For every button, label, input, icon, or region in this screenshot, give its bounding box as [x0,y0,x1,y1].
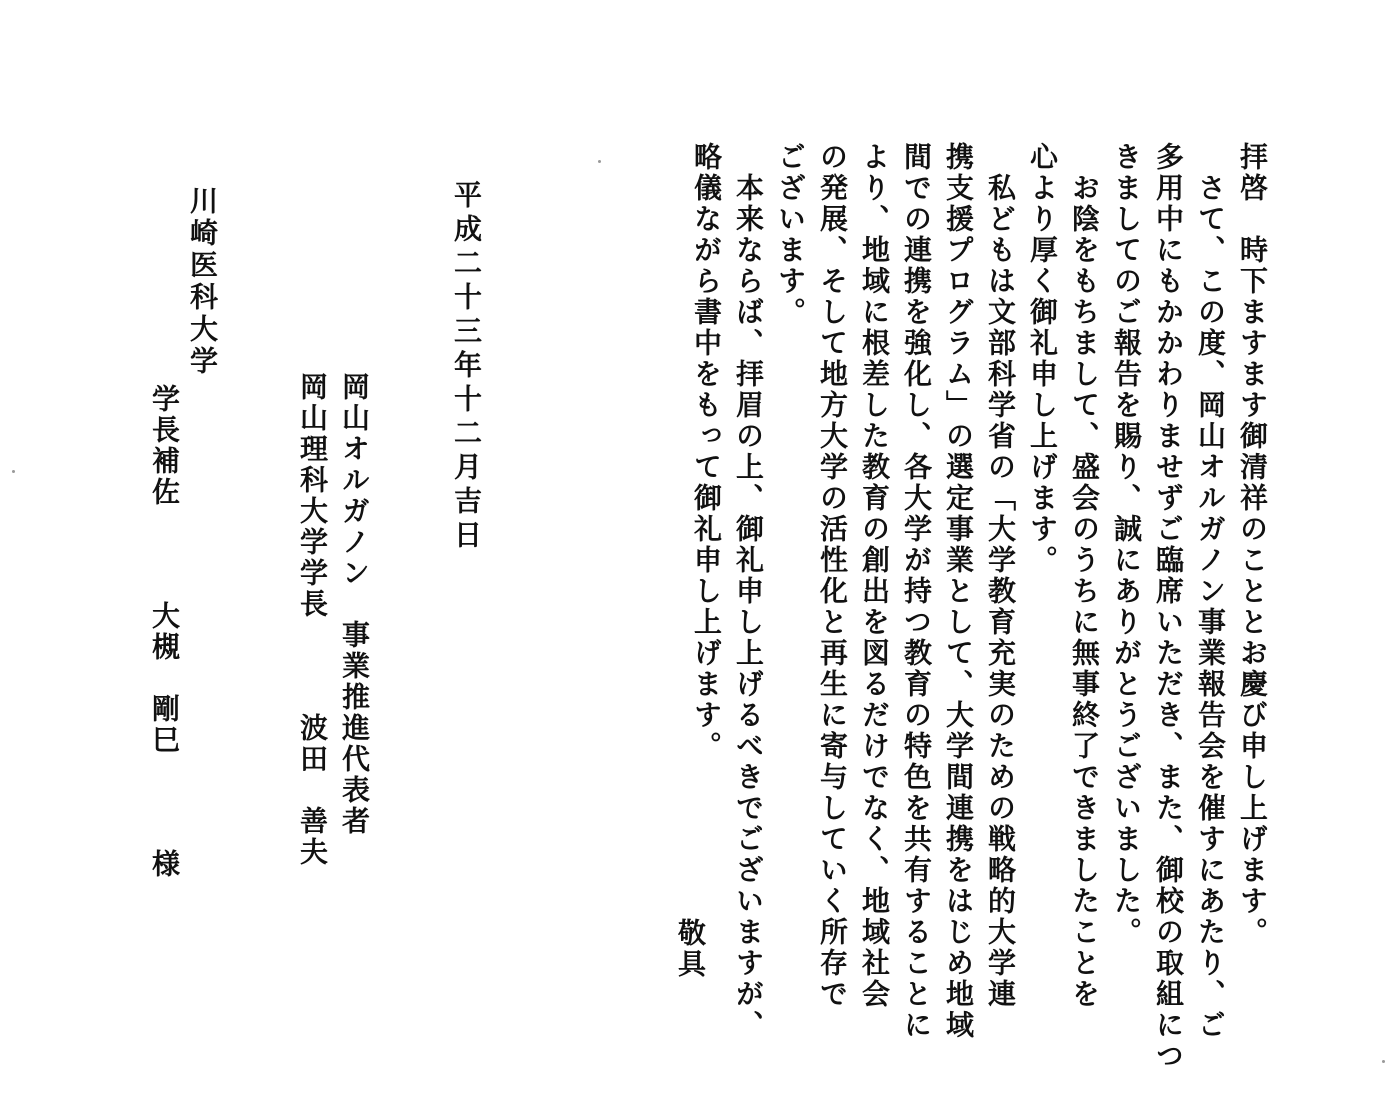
body-line-2: さて、この度、岡山オルガノン事業報告会を催すにあたり、ご [1194,142,1227,1041]
recipient-name: 学長補佐 大槻 剛巳 様 [148,384,181,880]
body-line-6: 心より厚く御礼申し上げます。 [1026,142,1059,576]
body-line-1: 拝啓 時下ますます御清祥のこととお慶び申し上げます。 [1236,142,1269,948]
body-line-11: の発展、そして地方大学の活性化と再生に寄与していく所存で [816,142,849,1010]
body-line-4: きましてのご報告を賜り、誠にありがとうございました。 [1110,142,1143,948]
sender-organization: 岡山オルガノン 事業推進代表者 [338,372,371,837]
body-line-10: より、地域に根差した教育の創出を図るだけでなく、地域社会 [858,142,891,1010]
body-line-12: ございます。 [774,142,807,328]
recipient-organization: 川崎医科大学 [186,186,219,378]
body-line-5: お陰をもちまして、盛会のうちに無事終了できましたことを [1068,142,1101,1010]
sender-name: 岡山理科大学学長 波田 善夫 [296,372,329,868]
scan-speck [1382,1060,1385,1063]
scan-speck [598,160,601,163]
scan-speck [12,470,15,473]
body-line-9: 間での連携を強化し、各大学が持つ教育の特色を共有することに [900,142,933,1041]
body-line-7: 私どもは文部科学省の「大学教育充実のための戦略的大学連 [984,142,1017,1010]
body-line-14: 略儀ながら書中をもって御礼申し上げます。 [690,142,723,762]
body-line-8: 携支援プログラム」の選定事業として、大学間連携をはじめ地域 [942,142,975,1041]
closing-keigu: 敬具 [674,918,707,980]
letter-date: 平成二十三年十二月吉日 [450,180,483,554]
body-line-13: 本来ならば、拝眉の上、御礼申し上げるべきでございますが、 [732,142,765,1041]
body-line-3: 多用中にもかかわりませずご臨席いただき、また、御校の取組につ [1152,142,1185,1072]
